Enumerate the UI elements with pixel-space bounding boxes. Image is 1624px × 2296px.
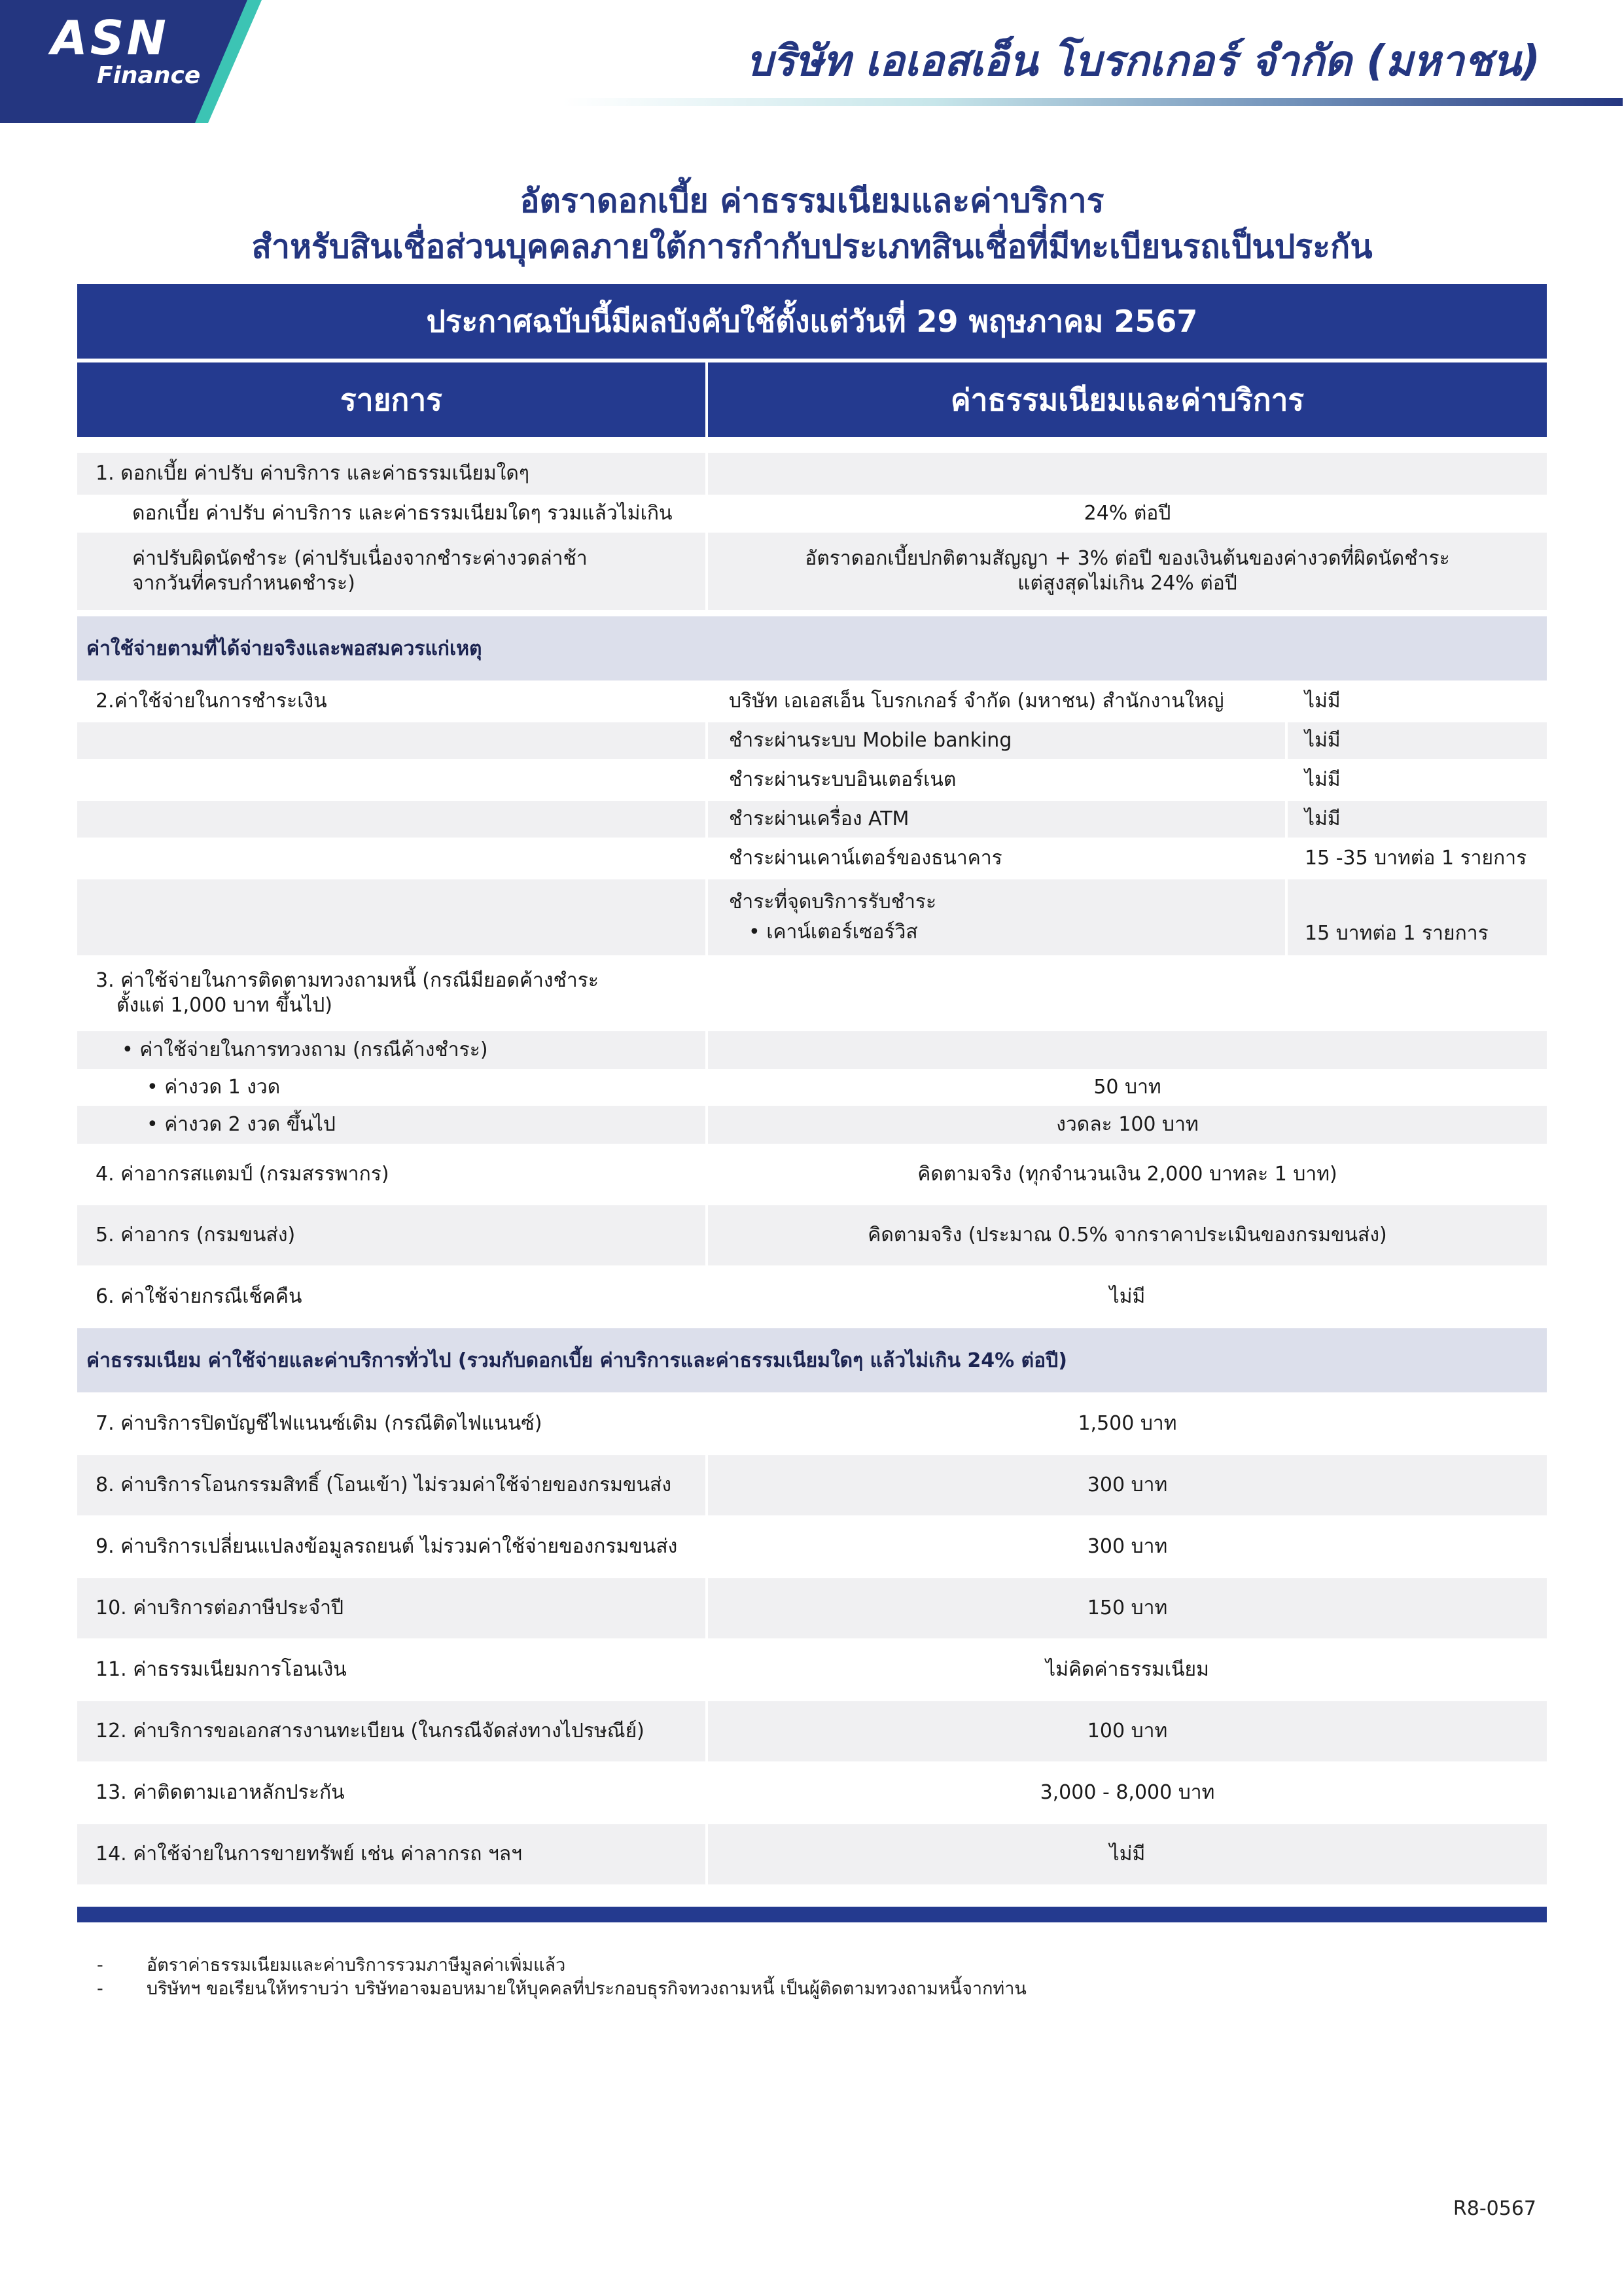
footnote-text: อัตราค่าธรรมเนียมและค่าบริการรวมภาษีมูลค่าเพิ่มแล้ว — [147, 1955, 566, 1975]
table-row — [77, 1455, 1547, 1515]
item-label — [77, 838, 705, 879]
item-label-line: ค่าปรับผิดนัดชำระ (ค่าปรับเนื่องจากชำระค่างวดล่าช้า — [132, 547, 588, 570]
company-name: บริษัท เอเอสเอ็น โบรกเกอร์ จำกัด (มหาชน) — [746, 37, 1540, 86]
item-label: 1. ดอกเบี้ย ค่าปรับ ค่าบริการ และค่าธรรมเนียมใดๆ — [77, 453, 705, 495]
item-label — [77, 533, 705, 610]
item-label: 4. ค่าอากรสแตมป์ (กรมสรรพากร) — [96, 1163, 389, 1186]
table-row — [77, 801, 1547, 838]
table-row — [77, 533, 1547, 610]
table-row — [77, 1392, 1547, 1455]
table-bottom-bar — [77, 1907, 1547, 1922]
item-value: ไม่มี — [708, 1824, 1547, 1884]
item-label — [77, 722, 705, 759]
payment-channel: ชำระผ่านระบบ Mobile banking — [708, 722, 1285, 759]
item-label: • ค่างวด 2 งวด ขึ้นไป — [77, 1106, 705, 1144]
item-value: 300 บาท — [1087, 1535, 1168, 1558]
payment-channel — [708, 879, 1285, 955]
company-logo — [51, 10, 201, 89]
column-header-item: รายการ — [77, 362, 705, 437]
item-value — [708, 533, 1547, 610]
item-label-line: ตั้งแต่ 1,000 บาท ขึ้นไป) — [116, 994, 332, 1017]
table-row — [77, 453, 1547, 495]
item-label — [77, 801, 705, 838]
item-value: 1,500 บาท — [1078, 1412, 1177, 1435]
item-label: • ค่างวด 1 งวด — [147, 1076, 281, 1099]
table-row — [77, 879, 1547, 955]
table-row — [77, 1515, 1547, 1578]
table-row — [77, 1031, 1547, 1069]
payment-fee: 15 บาทต่อ 1 รายการ — [1288, 879, 1547, 955]
payment-fee: 15 -35 บาทต่อ 1 รายการ — [1305, 847, 1527, 870]
item-value — [708, 1031, 1547, 1069]
item-value: 150 บาท — [708, 1578, 1547, 1638]
item-value: ไม่คิดค่าธรรมเนียม — [1046, 1658, 1209, 1681]
item-label: 8. ค่าบริการโอนกรรมสิทธิ์ (โอนเข้า) ไม่รวมค่าใช้จ่ายของกรมขนส่ง — [77, 1455, 705, 1515]
item-label: 12. ค่าบริการขอเอกสารงานทะเบียน (ในกรณีจัดส่งทางไปรษณีย์) — [77, 1701, 705, 1761]
payment-fee: ไม่มี — [1305, 690, 1341, 713]
payment-channel: ชำระผ่านระบบอินเตอร์เนต — [729, 768, 957, 791]
table-row — [77, 1761, 1547, 1824]
item-label: 11. ค่าธรรมเนียมการโอนเงิน — [96, 1658, 347, 1681]
table-row — [77, 1265, 1547, 1328]
section-header-actual-costs: ค่าใช้จ่ายตามที่ได้จ่ายจริงและพอสมควรแก่เหตุ — [77, 616, 1547, 680]
item-label: 13. ค่าติดตามเอาหลักประกัน — [96, 1781, 345, 1804]
table-row — [77, 759, 1547, 801]
item-value — [708, 955, 1547, 1031]
page-header — [0, 0, 1624, 124]
logo-sub-text: Finance — [97, 62, 201, 89]
table-row — [77, 1578, 1547, 1638]
header-underline — [563, 98, 1623, 106]
table-header-row — [77, 362, 1547, 437]
item-value: 24% ต่อปี — [1084, 502, 1171, 525]
counter-service-label: • เคาน์เตอร์เซอร์วิส — [749, 921, 918, 944]
item-value-line: อัตราดอกเบี้ยปกติตามสัญญา + 3% ต่อปี ของเงินต้นของค่างวดที่ผิดนัดชำระ — [805, 547, 1450, 570]
table-row — [77, 1638, 1547, 1701]
item-label — [77, 879, 705, 955]
item-value: คิดตามจริง (ประมาณ 0.5% จากราคาประเมินของกรมขนส่ง) — [708, 1205, 1547, 1265]
footnote-item — [97, 1977, 1027, 2001]
payment-fee: ไม่มี — [1305, 768, 1341, 791]
table-row — [77, 1144, 1547, 1205]
item-value: ไม่มี — [1109, 1285, 1146, 1308]
table-row — [77, 1824, 1547, 1884]
page-subtitle: สำหรับสินเชื่อส่วนบุคคลภายใต้การกำกับประเภทสินเชื่อที่มีทะเบียนรถเป็นประกัน — [251, 228, 1373, 266]
payment-channel: บริษัท เอเอสเอ็น โบรกเกอร์ จำกัด (มหาชน) สำนักงานใหญ่ — [729, 690, 1224, 713]
document-code: R8-0567 — [1453, 2197, 1536, 2220]
footnote-dash: - — [97, 1979, 103, 1999]
footnote-dash: - — [97, 1955, 103, 1975]
item-label — [77, 759, 705, 801]
item-value: งวดละ 100 บาท — [708, 1106, 1547, 1144]
table-row — [77, 495, 1547, 533]
item-label: 6. ค่าใช้จ่ายกรณีเช็คคืน — [96, 1285, 302, 1308]
item-label: 7. ค่าบริการปิดบัญชีไฟแนนซ์เดิม (กรณีติดไฟแนนซ์) — [96, 1412, 542, 1435]
page-title: อัตราดอกเบี้ย ค่าธรรมเนียมและค่าบริการ — [520, 182, 1104, 220]
payment-channel: ชำระผ่านเคาน์เตอร์ของธนาคาร — [729, 847, 1002, 870]
payment-fee: ไม่มี — [1288, 722, 1547, 759]
table-row — [77, 1069, 1547, 1106]
item-label-line: จากวันที่ครบกำหนดชำระ) — [132, 572, 355, 595]
table-row — [77, 1701, 1547, 1761]
item-label-line: 3. ค่าใช้จ่ายในการติดตามทวงถามหนี้ (กรณีมียอดค้างชำระ — [96, 969, 599, 992]
section-header-general-fees: ค่าธรรมเนียม ค่าใช้จ่ายและค่าบริการทั่วไป (รวมกับดอกเบี้ย ค่าบริการและค่าธรรมเนียมใดๆ แล้วไม่เกิน 24% ต่อปี) — [77, 1328, 1547, 1392]
effective-date-banner: ประกาศฉบับนี้มีผลบังคับใช้ตั้งแต่วันที่ 29 พฤษภาคม 2567 — [77, 284, 1547, 359]
table-row — [77, 955, 1547, 1031]
item-label: 10. ค่าบริการต่อภาษีประจำปี — [77, 1578, 705, 1638]
item-value: 3,000 - 8,000 บาท — [1040, 1781, 1215, 1804]
table-row — [77, 680, 1547, 722]
item-value: 300 บาท — [708, 1455, 1547, 1515]
item-label: 5. ค่าอากร (กรมขนส่ง) — [77, 1205, 705, 1265]
service-point-label: ชำระที่จุดบริการรับชำระ — [729, 891, 937, 913]
column-header-fee: ค่าธรรมเนียมและค่าบริการ — [708, 362, 1547, 437]
fee-table — [77, 284, 1547, 1922]
item-label: 14. ค่าใช้จ่ายในการขายทรัพย์ เช่น ค่าลากรถ ฯลฯ — [77, 1824, 705, 1884]
payment-channel: ชำระผ่านเครื่อง ATM — [708, 801, 1285, 838]
item-value-line: แต่สูงสุดไม่เกิน 24% ต่อปี — [1017, 572, 1237, 595]
item-label — [77, 955, 705, 1031]
table-row — [77, 1205, 1547, 1265]
payment-fee: ไม่มี — [1288, 801, 1547, 838]
table-row — [77, 1106, 1547, 1144]
item-value: 100 บาท — [708, 1701, 1547, 1761]
item-value: 50 บาท — [1093, 1076, 1161, 1099]
item-label: • ค่าใช้จ่ายในการทวงถาม (กรณีค้างชำระ) — [77, 1031, 705, 1069]
item-label: ดอกเบี้ย ค่าปรับ ค่าบริการ และค่าธรรมเนียมใดๆ รวมแล้วไม่เกิน — [132, 502, 673, 525]
logo-main-text: ASN — [51, 10, 169, 65]
table-row — [77, 838, 1547, 879]
item-value — [708, 453, 1547, 495]
footnote-item — [97, 1954, 1027, 1977]
footnotes — [97, 1954, 1027, 2001]
item-label: 2.ค่าใช้จ่ายในการชำระเงิน — [96, 690, 327, 713]
table-row — [77, 722, 1547, 759]
footnote-text: บริษัทฯ ขอเรียนให้ทราบว่า บริษัทอาจมอบหมายให้บุคคลที่ประกอบธุรกิจทวงถามหนี้ เป็นผู้ติดตามทวงถามหนี้จากท่าน — [147, 1979, 1027, 1999]
item-value: คิดตามจริง (ทุกจำนวนเงิน 2,000 บาทละ 1 บาท) — [917, 1163, 1337, 1186]
item-label: 9. ค่าบริการเปลี่ยนแปลงข้อมูลรถยนต์ ไม่รวมค่าใช้จ่ายของกรมขนส่ง — [96, 1535, 678, 1558]
